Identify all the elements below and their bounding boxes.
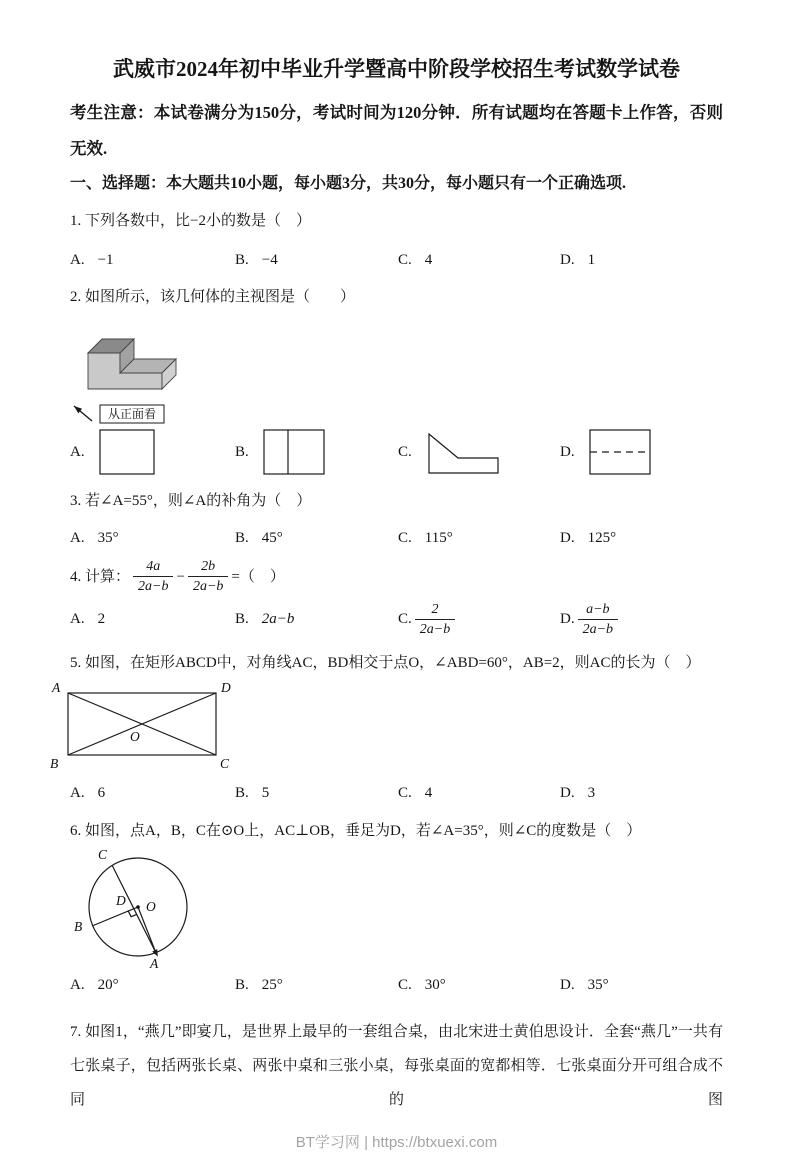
vertex-label-d: D — [221, 680, 231, 695]
q5-option-d — [560, 781, 723, 805]
q1-option-c-value: 4 — [424, 252, 433, 268]
vertex-label-b: B — [50, 756, 59, 771]
question-7-line2: 七张桌子，包括两张长桌、两张中桌和三张小桌，每张桌面的宽都相等．七张桌面分开可组合成不同的图 — [70, 1058, 723, 1108]
q6-option-a-value: 20° — [97, 977, 119, 993]
q1-option-b-value: −4 — [261, 252, 278, 268]
circle-figure — [62, 845, 242, 971]
question-5 — [50, 651, 723, 805]
question-3-stem: 3. 若∠A=55°，则∠A的补角为（ ） — [70, 493, 312, 509]
question-3 — [70, 489, 723, 550]
q3-option-d — [560, 526, 723, 550]
q4-option-d-numerator: a−b — [578, 601, 618, 620]
center-dot — [136, 905, 140, 909]
q6-option-a-label: A. — [70, 977, 85, 993]
q6-option-b-value: 25° — [261, 977, 283, 993]
q1-option-a-value: −1 — [97, 252, 114, 268]
q4-option-b-value: 2a−b — [261, 611, 295, 627]
q3-option-d-value: 125° — [587, 530, 617, 546]
site-watermark: BT学习网 | https://btxuexi.com — [295, 1134, 498, 1151]
point-label-a: A — [150, 956, 159, 971]
q4-option-c-label: C. — [398, 611, 412, 627]
q6-option-b — [235, 973, 398, 997]
q3-option-b — [235, 526, 398, 550]
q3-option-d-label: D. — [560, 530, 575, 546]
q5-option-c — [398, 781, 560, 805]
q1-option-a — [70, 248, 235, 272]
q4-stem-suffix: =（ ） — [231, 568, 285, 585]
q4-option-a-value: 2 — [97, 611, 106, 627]
q4-option-d-fraction — [578, 601, 618, 638]
q4-fraction-2 — [188, 558, 228, 595]
question-1-stem: 1. 下列各数中，比−2小的数是（ ） — [70, 213, 311, 229]
q6-option-b-label: B. — [235, 977, 249, 993]
point-label-b: B — [74, 919, 83, 934]
q4-option-a-label: A. — [70, 611, 85, 627]
q4-option-c-denominator: 2a−b — [419, 621, 451, 637]
q1-option-c-label: C. — [398, 252, 412, 268]
q3-option-a-value: 35° — [97, 530, 119, 546]
q4-option-c-fraction — [415, 601, 455, 638]
q1-option-d-label: D. — [560, 252, 575, 268]
q5-option-a-value: 6 — [97, 785, 106, 801]
dashed-rectangle-option-figure — [587, 427, 653, 477]
q6-option-a — [70, 973, 235, 997]
q3-option-c-label: C. — [398, 530, 412, 546]
question-2 — [70, 285, 723, 477]
square-option-figure — [97, 427, 157, 477]
question-1-options — [70, 248, 723, 272]
question-2-options — [70, 427, 723, 477]
q4-option-b — [235, 607, 398, 631]
q4-option-c — [398, 601, 560, 638]
q4-frac2-denominator: 2a−b — [192, 579, 224, 594]
q5-option-d-value: 3 — [587, 785, 596, 801]
section-heading: 一、选择题：本大题共10小题，每小题3分，共30分，每小题只有一个正确选项. — [70, 175, 627, 192]
vertex-label-c: C — [220, 756, 230, 771]
q4-option-c-numerator: 2 — [415, 601, 455, 620]
q2-option-d-label: D. — [560, 444, 575, 460]
q1-option-a-label: A. — [70, 252, 85, 268]
q5-option-c-value: 4 — [424, 785, 433, 801]
question-1 — [70, 209, 723, 272]
q4-option-d-label: D. — [560, 611, 575, 627]
q3-option-a — [70, 526, 235, 550]
split-rectangle-option-figure — [261, 427, 327, 477]
question-4 — [70, 558, 723, 641]
q5-option-b — [235, 781, 398, 805]
exam-notice-line1: 考生注意：本试卷满分为150分，考试时间为120分钟．所有试题均在答题卡上作答，否则 — [70, 103, 723, 122]
q1-option-d-value: 1 — [587, 252, 596, 268]
q5-option-d-label: D. — [560, 785, 575, 801]
q6-option-d — [560, 973, 723, 997]
point-label-c: C — [98, 847, 108, 862]
q2-option-c-label: C. — [398, 444, 412, 460]
exam-notice-line2: 无效. — [70, 139, 108, 158]
q1-option-b-label: B. — [235, 252, 249, 268]
q4-stem-prefix: 4. 计算： — [70, 568, 131, 585]
center-label-o: O — [146, 899, 156, 914]
q3-option-b-value: 45° — [261, 530, 283, 546]
q2-option-a-label: A. — [70, 444, 85, 460]
q4-frac1-numerator: 4a — [133, 558, 173, 577]
question-7 — [70, 1015, 723, 1117]
q5-option-a-label: A. — [70, 785, 85, 801]
question-7-line1: 7. 如图1，“燕几”即宴几，是世界上最早的一套组合桌，由北宋进士黄伯思设计．全套“燕几”一共有 — [70, 1024, 723, 1040]
question-6-options — [70, 973, 723, 997]
q4-option-a — [70, 607, 235, 631]
q4-minus-operator: − — [176, 568, 185, 585]
rectangle-diagonals-figure — [44, 679, 256, 777]
q4-frac2-numerator: 2b — [188, 558, 228, 577]
q3-option-c-value: 115° — [424, 530, 453, 546]
view-caption: 从正面看 — [107, 407, 157, 421]
question-3-options — [70, 526, 723, 550]
q3-option-c — [398, 526, 560, 550]
question-5-stem: 5. 如图，在矩形ABCD中，对角线AC，BD相交于点O，∠ABD=60°，AB=2，则AC的长为（ ） — [70, 655, 701, 671]
question-5-options — [70, 781, 723, 805]
q2-option-b-label: B. — [235, 444, 249, 460]
q4-fraction-1 — [133, 558, 173, 595]
question-6-stem: 6. 如图，点A，B，C在⊙O上，AC⊥OB，垂足为D，若∠A=35°，则∠C的度数是（ ） — [70, 823, 642, 839]
q4-option-d — [560, 601, 723, 638]
question-6 — [70, 819, 723, 997]
q6-option-d-label: D. — [560, 977, 575, 993]
q2-option-c — [398, 427, 560, 477]
question-2-stem: 2. 如图所示，该几何体的主视图是（ ） — [70, 289, 356, 305]
q6-option-c-value: 30° — [424, 977, 446, 993]
q6-option-d-value: 35° — [587, 977, 609, 993]
q2-option-a — [70, 427, 235, 477]
q4-frac1-denominator: 2a−b — [138, 579, 169, 594]
q5-option-b-value: 5 — [261, 785, 270, 801]
q5-option-b-label: B. — [235, 785, 249, 801]
foot-label-d: D — [116, 893, 126, 908]
q3-option-b-label: B. — [235, 530, 249, 546]
question-4-stem — [70, 558, 723, 595]
q1-option-b — [235, 248, 398, 272]
q3-option-a-label: A. — [70, 530, 85, 546]
q6-option-c-label: C. — [398, 977, 412, 993]
q6-option-c — [398, 973, 560, 997]
q1-option-d — [560, 248, 723, 272]
q2-option-d — [560, 427, 723, 477]
vertex-label-a: A — [52, 680, 61, 695]
q4-option-b-label: B. — [235, 611, 249, 627]
q1-option-c — [398, 248, 560, 272]
center-label-o: O — [130, 729, 140, 744]
question-4-options — [70, 597, 723, 641]
q4-option-d-denominator: 2a−b — [582, 621, 614, 637]
solid-3d-figure — [58, 313, 248, 425]
q5-option-a — [70, 781, 235, 805]
q2-option-b — [235, 427, 398, 477]
page-title: 武威市2024年初中毕业升学暨高中阶段学校招生考试数学试卷 — [113, 57, 680, 81]
notched-shape-option-figure — [424, 427, 504, 477]
q5-option-c-label: C. — [398, 785, 412, 801]
